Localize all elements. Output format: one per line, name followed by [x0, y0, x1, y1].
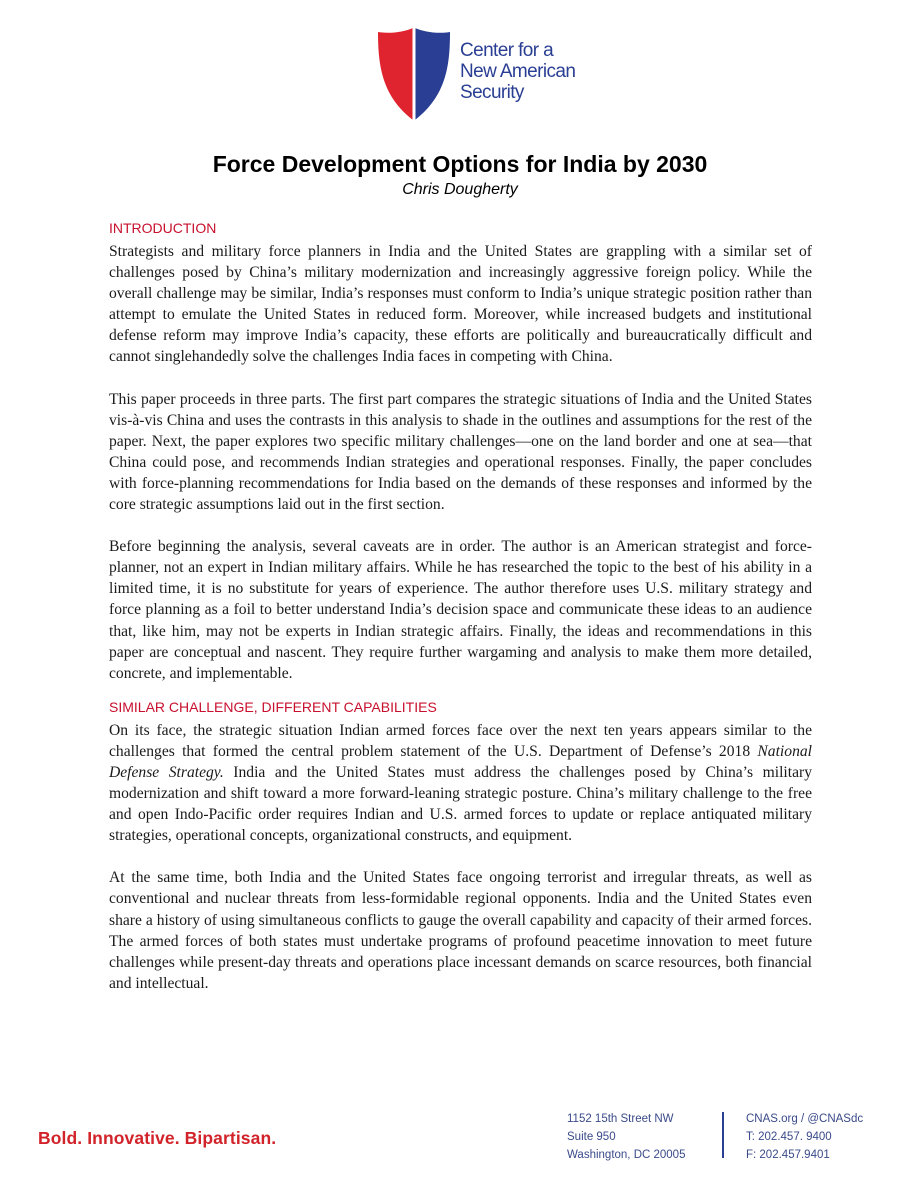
contact-fax: F: 202.457.9401	[746, 1149, 830, 1161]
contact-web[interactable]: CNAS.org / @CNASdc	[746, 1113, 864, 1125]
paragraph: At the same time, both India and the United States face ongoing terrorist and irregular threats, as well as conventional and nuclear threats from less-formidable regional opponents. India and the United States even share a history of using simultaneous conflicts to gauge the overall capability and capacity of their armed forces. The armed forces of both states must undertake programs of profound peacetime innovation to meet future challenges while present-day threats and operations place incessant demands on scarce resources, both financial and intellectual.	[109, 869, 812, 992]
logo-line-2: New American	[460, 61, 576, 82]
paragraph: Before beginning the analysis, several caveats are in order. The author is an American strategist and force-planner, not an expert in Indian military affairs. While he has researched the topic to the best of his ability in a limited time, it is no substitute for years of experience. The author therefore uses U.S. military strategy and force planning as a foil to better understand India’s decision space and communicate these ideas to an audience that, like him, may not be experts in Indian strategic affairs. Finally, the ideas and recommendations in this paper are conceptual and nascent. They require further wargaming and analysis to make them more detailed, concrete, and implementable.	[109, 538, 812, 682]
document-title: Force Development Options for India by 2030	[212, 151, 708, 177]
document-body	[109, 219, 812, 994]
paragraph	[109, 720, 812, 847]
document-author: Chris Dougherty	[402, 181, 518, 198]
logo-wordmark	[460, 40, 575, 103]
address-line: Washington, DC 20005	[567, 1149, 686, 1161]
section-heading-introduction: INTRODUCTION	[109, 220, 217, 236]
contact-phone: T: 202.457. 9400	[746, 1131, 832, 1143]
footer-tagline: Bold. Innovative. Bipartisan.	[38, 1128, 277, 1148]
paragraph-text: On its face, the strategic situation Indian armed forces face over the next ten years appears similar to the challenges that formed the central problem statement of the U.S. Department of Defense’s 2018	[109, 721, 812, 760]
paragraph: Strategists and military force planners in India and the United States are grappling with a similar set of challenges posed by China’s military modernization and increasingly aggressive foreign policy. While the overall challenge may be similar, India’s responses must conform to India’s unique strategic position rather than attempt to emulate the United States in reduced form. Moreover, while increased budgets and institutional defense reform may improve India’s capacity, these efforts are politically and bureaucratically difficult and cannot singlehandedly solve the challenges India faces in competing with China.	[109, 243, 812, 366]
cnas-logo	[376, 26, 576, 122]
footer-address	[567, 1110, 685, 1164]
section-heading-similar-challenge: SIMILAR CHALLENGE, DIFFERENT CAPABILITIES	[109, 698, 437, 715]
logo-line-1: Center for a	[460, 40, 554, 61]
paragraph: This paper proceeds in three parts. The first part compares the strategic situations of India and the United States vis-à-vis China and uses the contrasts in this analysis to shade in the outlines and assumptions for the rest of the paper. Next, the paper explores two specific military challenges—one on the land border and one at sea—that China could pose, and recommends Indian strategies and operational responses. Finally, the paper concludes with force-planning recommendations for India based on the demands of these responses and informed by the core strategic assumptions laid out in the first section.	[109, 390, 812, 514]
paragraph-italic-title: National Defense Strategy.	[109, 742, 812, 781]
logo-line-3: Security	[460, 82, 524, 103]
address-line: 1152 15th Street NW	[567, 1113, 674, 1125]
footer-contact	[746, 1110, 863, 1164]
address-line: Suite 950	[567, 1131, 616, 1143]
shield-logo-icon	[376, 26, 452, 122]
paragraph-text: India and the United States must address the challenges posed by China’s military modernization and shift toward a more forward-leaning strategic posture. China’s military challenge to the free and open Indo-Pacific order requires Indian and U.S. armed forces to update or replace antiquated military strategies, operational concepts, organizational constructs, and equipment.	[109, 763, 812, 845]
footer-divider	[722, 1112, 724, 1158]
